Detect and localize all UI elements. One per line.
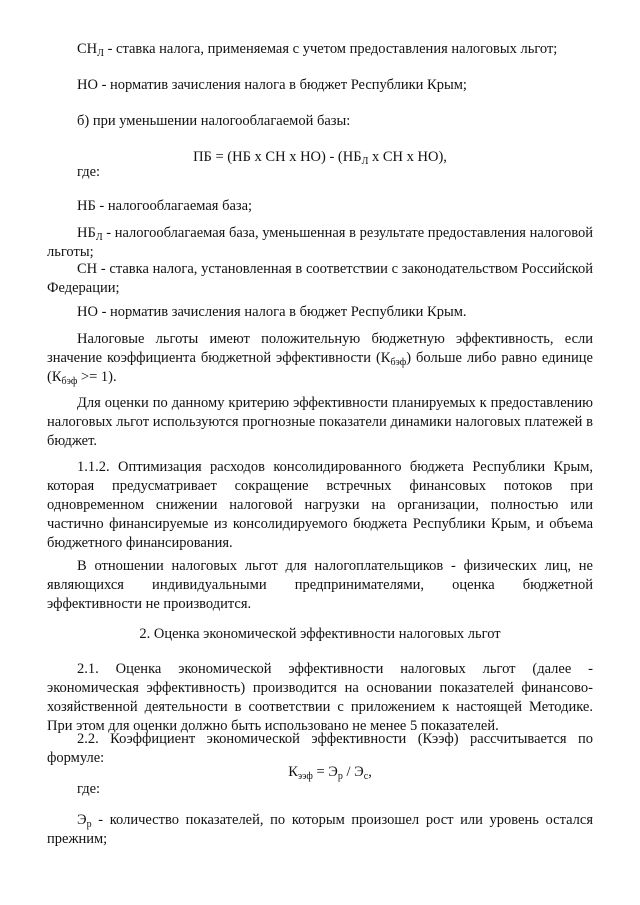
text-part: >= 1). [77, 369, 117, 385]
definition-no-2: НО - норматив зачисления налога в бюджет Республики Крым. [77, 304, 467, 320]
case-b-intro: б) при уменьшении налогооблагаемой базы: [77, 113, 351, 129]
section-1-1-2: 1.1.2. Оптимизация расходов консолидированного бюджета Республики Крым, которая предусматривает сокращение встречных финансовых потоков при одновременном снижении налоговой нагрузки на организации, полностью или частично финансируемые из консолидируемого бюджета Республики Крым, и объема бюджетного финансирования. [47, 459, 593, 551]
definition-sn: СН - ставка налога, установленная в соответствии с законодательством Российской Федерации; [47, 261, 593, 296]
subscript: бэф [61, 376, 78, 387]
formula-part: , [368, 764, 372, 780]
individuals-paragraph: В отношении налоговых льгот для налогоплательщиков - физических лиц, не являющихся индивидуальными предпринимателями, оценка бюджетной эффективности не производится. [47, 558, 593, 612]
budget-efficiency-paragraph [47, 330, 593, 387]
term: НБ [77, 225, 96, 241]
where-label-2: где: [77, 781, 101, 797]
subscript: Л [97, 48, 104, 59]
section-2-1: 2.1. Оценка экономической эффективности налоговых льгот (далее - экономическая эффективность) производится на основании показателей финансово-хозяйственной деятельности в соответствии с приложением к настоящей Методике. При этом для оценки должно быть использовано не менее 5 показателей. [47, 661, 593, 734]
section-2-2: 2.2. Коэффициент экономической эффективности (Кээф) рассчитывается по формуле: [47, 731, 593, 766]
subscript: бэф [390, 357, 407, 368]
definition-er [47, 811, 593, 849]
subscript: Л [361, 156, 369, 167]
subscript: р [337, 771, 343, 782]
definition-sn-l [47, 40, 593, 59]
term: Э [77, 812, 87, 828]
formula-part: / Э [342, 764, 364, 780]
definition-no: НО - норматив зачисления налога в бюджет Республики Крым; [77, 77, 467, 93]
text-part: Налоговые льготы имеют положительную бюджетную эффективность, если значение коэффициента бюджетной эффективности (К [47, 331, 593, 366]
formula-part: К [288, 764, 298, 780]
formula-part: = Э [312, 764, 338, 780]
criterion-paragraph: Для оценки по данному критерию эффективности планируемых к предоставлению налоговых льгот используются прогнозные показатели динамики налоговых платежей в бюджет. [47, 395, 593, 449]
definition-text: - ставка налога, применяемая с учетом предоставления налоговых льгот; [103, 41, 558, 57]
subscript: Л [95, 232, 103, 243]
definition-nb-l [47, 224, 593, 262]
subscript: р [86, 819, 92, 830]
text-part: ) больше либо равно единице (К [47, 350, 593, 385]
formula-part: х СН х НО), [368, 149, 447, 165]
section-heading-2: 2. Оценка экономической эффективности налоговых льгот [139, 626, 501, 642]
definition-text: - налогооблагаемая база, уменьшенная в результате предоставления налоговой льготы; [47, 225, 593, 260]
formula-part: ПБ = (НБ х СН х НО) - (НБ [193, 149, 362, 165]
term: СН [77, 41, 98, 57]
definition-text: - количество показателей, по которым произошел рост или уровень остался прежним; [47, 812, 593, 847]
subscript: ээф [297, 771, 313, 782]
definition-nb: НБ - налогооблагаемая база; [77, 198, 253, 214]
where-label: где: [77, 164, 101, 180]
subscript: с [363, 771, 369, 782]
